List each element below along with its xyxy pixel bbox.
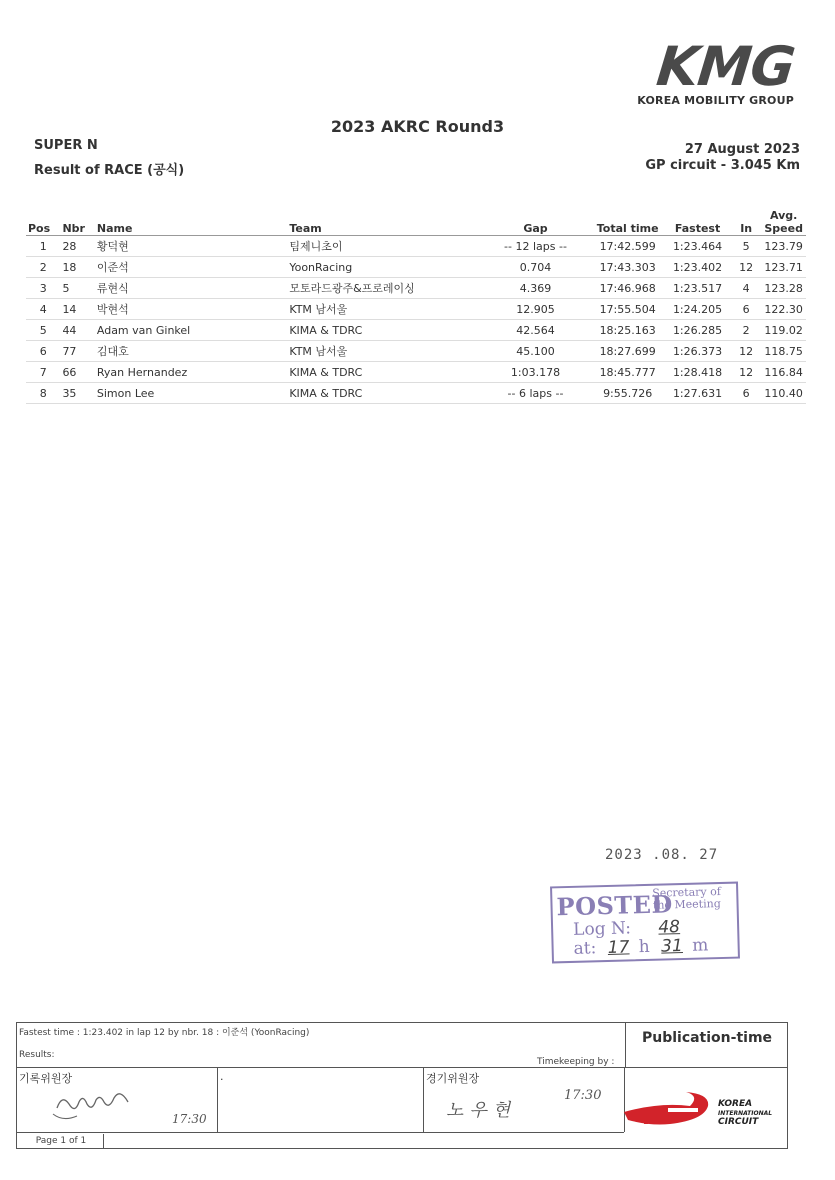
table-row bbox=[26, 320, 806, 341]
col-total-time: Total time bbox=[591, 205, 664, 236]
stamp-log-value: 48 bbox=[658, 917, 681, 938]
stamp-date: 2023 .08. 27 bbox=[605, 847, 719, 863]
logo-subtitle: KOREA MOBILITY GROUP bbox=[637, 94, 794, 107]
speed-cell: 116.84 bbox=[761, 362, 806, 383]
col-avg-speed: Avg. Speed bbox=[761, 205, 806, 236]
total-time-cell: 17:42.599 bbox=[591, 236, 664, 257]
col-nbr: Nbr bbox=[60, 205, 94, 236]
stamp-posted: POSTED bbox=[556, 889, 674, 922]
nbr-cell: 35 bbox=[60, 383, 94, 404]
kic-line1: KOREA bbox=[718, 1099, 753, 1109]
steward-time: 17:30 bbox=[564, 1088, 602, 1103]
stamp-secretary-line1: Secretary of bbox=[652, 885, 722, 900]
records-time: 17:30 bbox=[172, 1112, 207, 1126]
nbr-cell: 77 bbox=[60, 341, 94, 362]
speed-cell: 122.30 bbox=[761, 299, 806, 320]
result-title: Result of RACE (공식) bbox=[34, 163, 185, 178]
speed-cell: 110.40 bbox=[761, 383, 806, 404]
fastest-cell: 1:23.517 bbox=[664, 278, 731, 299]
kic-text bbox=[718, 1100, 772, 1127]
gap-cell: 0.704 bbox=[480, 257, 591, 278]
class-name: SUPER N bbox=[34, 138, 98, 153]
steward-name: 노우현 bbox=[446, 1100, 517, 1121]
fastest-time-note: Fastest time : 1:23.402 in lap 12 by nbr. 18 : 이준석 (YoonRacing) bbox=[19, 1028, 310, 1038]
fastest-cell: 1:26.285 bbox=[664, 320, 731, 341]
divider bbox=[17, 1132, 624, 1133]
in-cell: 6 bbox=[731, 299, 761, 320]
team-cell: KIMA & TDRC bbox=[287, 362, 479, 383]
total-time-cell: 18:25.163 bbox=[591, 320, 664, 341]
gap-cell: 1:03.178 bbox=[480, 362, 591, 383]
table-row bbox=[26, 299, 806, 320]
col-gap: Gap bbox=[480, 205, 591, 236]
gap-cell: -- 12 laps -- bbox=[480, 236, 591, 257]
col-fastest: Fastest bbox=[664, 205, 731, 236]
nbr-cell: 28 bbox=[60, 236, 94, 257]
stamp-secretary-line2: the Meeting bbox=[652, 897, 721, 912]
table-header-row bbox=[26, 205, 806, 236]
results-label: Results: bbox=[19, 1050, 55, 1060]
name-cell: Adam van Ginkel bbox=[95, 320, 287, 341]
publication-time: Publication-time bbox=[625, 1023, 788, 1067]
fastest-cell: 1:23.464 bbox=[664, 236, 731, 257]
in-cell: 6 bbox=[731, 383, 761, 404]
speed-cell: 119.02 bbox=[761, 320, 806, 341]
nbr-cell: 66 bbox=[60, 362, 94, 383]
team-cell: KTM 남서울 bbox=[287, 299, 479, 320]
name-cell: Ryan Hernandez bbox=[95, 362, 287, 383]
kic-swoosh-icon bbox=[620, 1090, 718, 1130]
posted-stamp bbox=[550, 882, 740, 964]
team-cell: YoonRacing bbox=[287, 257, 479, 278]
fastest-cell: 1:27.631 bbox=[664, 383, 731, 404]
kic-line3: CIRCUIT bbox=[718, 1117, 759, 1127]
pos-cell: 5 bbox=[26, 320, 60, 341]
fastest-cell: 1:23.402 bbox=[664, 257, 731, 278]
total-time-cell: 17:43.303 bbox=[591, 257, 664, 278]
records-chief-label: 기록위원장 bbox=[19, 1072, 73, 1085]
team-cell: 모토라드광주&프로레이싱 bbox=[287, 278, 479, 299]
speed-cell: 123.79 bbox=[761, 236, 806, 257]
steward-chief-label: 경기위원장 bbox=[426, 1072, 480, 1085]
gap-cell: -- 6 laps -- bbox=[480, 383, 591, 404]
in-cell: 12 bbox=[731, 362, 761, 383]
pos-cell: 6 bbox=[26, 341, 60, 362]
stamp-at-min: 31 bbox=[660, 936, 684, 957]
nbr-cell: 44 bbox=[60, 320, 94, 341]
kic-logo bbox=[620, 1090, 780, 1130]
team-cell: KIMA & TDRC bbox=[287, 320, 479, 341]
timekeeping-label: Timekeeping by : bbox=[537, 1057, 615, 1067]
circuit-info: GP circuit - 3.045 Km bbox=[645, 158, 800, 173]
page-number: Page 1 of 1 bbox=[19, 1134, 104, 1148]
stamp-secretary bbox=[652, 886, 721, 912]
team-cell: 팀제니초이 bbox=[287, 236, 479, 257]
gap-cell: 42.564 bbox=[480, 320, 591, 341]
speed-cell: 118.75 bbox=[761, 341, 806, 362]
signature-box-records bbox=[17, 1068, 218, 1132]
total-time-cell: 17:55.504 bbox=[591, 299, 664, 320]
pos-cell: 7 bbox=[26, 362, 60, 383]
team-cell: KIMA & TDRC bbox=[287, 383, 479, 404]
table-row bbox=[26, 383, 806, 404]
name-cell: 류현식 bbox=[95, 278, 287, 299]
logo-mark: KMG bbox=[653, 35, 798, 98]
col-name: Name bbox=[95, 205, 287, 236]
pos-cell: 4 bbox=[26, 299, 60, 320]
fastest-cell: 1:26.373 bbox=[664, 341, 731, 362]
in-cell: 5 bbox=[731, 236, 761, 257]
kmg-logo bbox=[628, 35, 798, 110]
gap-cell: 4.369 bbox=[480, 278, 591, 299]
total-time-cell: 17:46.968 bbox=[591, 278, 664, 299]
table-row bbox=[26, 278, 806, 299]
stamp-h: h bbox=[638, 936, 651, 958]
name-cell: Simon Lee bbox=[95, 383, 287, 404]
in-cell: 2 bbox=[731, 320, 761, 341]
table-row bbox=[26, 236, 806, 257]
gap-cell: 45.100 bbox=[480, 341, 591, 362]
name-cell: 김대호 bbox=[95, 341, 287, 362]
nbr-cell: 18 bbox=[60, 257, 94, 278]
race-date: 27 August 2023 bbox=[684, 142, 800, 157]
middle-mark: . bbox=[220, 1070, 224, 1083]
fastest-cell: 1:28.418 bbox=[664, 362, 731, 383]
kic-line2: INTERNATIONAL bbox=[718, 1110, 773, 1117]
results-table bbox=[26, 205, 806, 404]
total-time-cell: 18:27.699 bbox=[591, 341, 664, 362]
in-cell: 12 bbox=[731, 341, 761, 362]
col-in: In bbox=[731, 205, 761, 236]
speed-cell: 123.71 bbox=[761, 257, 806, 278]
stamp-m: m bbox=[691, 935, 709, 956]
event-title: 2023 AKRC Round3 bbox=[330, 117, 505, 136]
name-cell: 박현석 bbox=[95, 299, 287, 320]
pos-cell: 8 bbox=[26, 383, 60, 404]
col-team: Team bbox=[287, 205, 479, 236]
signature-box-middle bbox=[218, 1068, 424, 1132]
name-cell: 이준석 bbox=[95, 257, 287, 278]
in-cell: 12 bbox=[731, 257, 761, 278]
nbr-cell: 14 bbox=[60, 299, 94, 320]
stamp-at-label: at: bbox=[573, 938, 597, 959]
stamp-at-hour: 17 bbox=[607, 937, 630, 958]
pos-cell: 2 bbox=[26, 257, 60, 278]
pos-cell: 1 bbox=[26, 236, 60, 257]
table-row bbox=[26, 257, 806, 278]
table-row bbox=[26, 341, 806, 362]
speed-cell: 123.28 bbox=[761, 278, 806, 299]
signature-box-steward bbox=[424, 1068, 625, 1132]
col-pos: Pos bbox=[26, 205, 60, 236]
in-cell: 4 bbox=[731, 278, 761, 299]
fastest-cell: 1:24.205 bbox=[664, 299, 731, 320]
stamp-at bbox=[573, 935, 708, 959]
name-cell: 황덕현 bbox=[95, 236, 287, 257]
team-cell: KTM 남서울 bbox=[287, 341, 479, 362]
pos-cell: 3 bbox=[26, 278, 60, 299]
nbr-cell: 5 bbox=[60, 278, 94, 299]
total-time-cell: 18:45.777 bbox=[591, 362, 664, 383]
total-time-cell: 9:55.726 bbox=[591, 383, 664, 404]
gap-cell: 12.905 bbox=[480, 299, 591, 320]
stamp-log-label: Log N: bbox=[572, 918, 632, 940]
table-row bbox=[26, 362, 806, 383]
